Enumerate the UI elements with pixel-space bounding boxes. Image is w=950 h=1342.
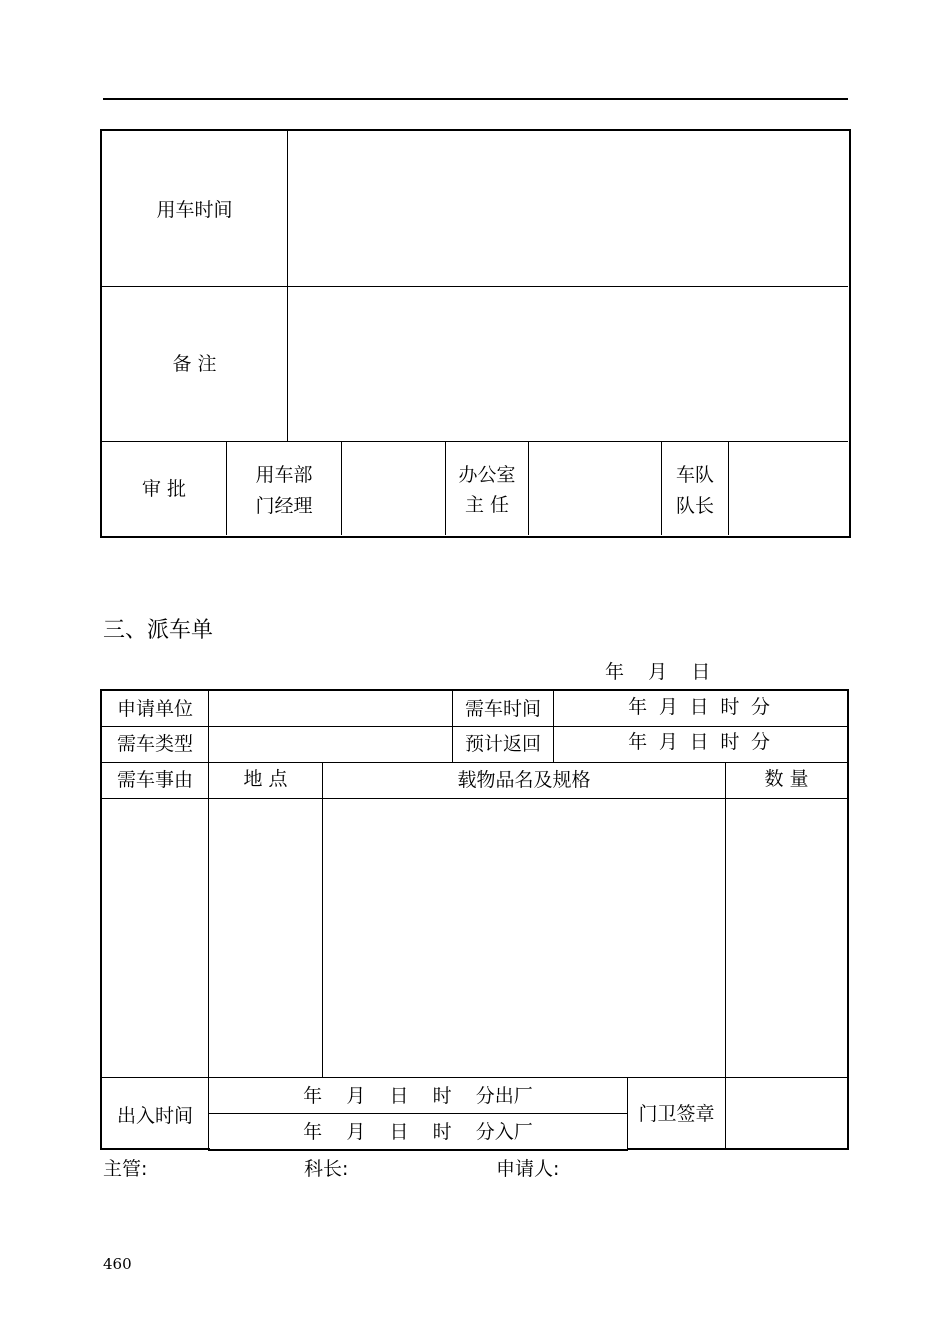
- dept-manager-label-line2: 门经理: [255, 495, 313, 517]
- dispatch-border-bottom-right: [627, 1148, 849, 1150]
- cargo-label: 载物品名及规格: [457, 769, 591, 791]
- approval-col-divider: [226, 441, 227, 535]
- use-time-value-cell[interactable]: [289, 131, 846, 285]
- remarks-value-cell[interactable]: [289, 288, 846, 440]
- applicant-unit-label: 申请单位: [116, 698, 193, 720]
- quantity-input[interactable]: [726, 799, 847, 1077]
- dispatch-date-line: 年 月 日: [605, 661, 711, 683]
- section-heading: 三、派车单: [103, 618, 214, 643]
- reason-input[interactable]: [102, 799, 208, 1077]
- location-input[interactable]: [209, 799, 322, 1077]
- applicant-label: 申请人:: [496, 1158, 560, 1180]
- office-director-label-line2: 主 任: [464, 494, 510, 516]
- approval-col-divider: [287, 130, 288, 441]
- supervisor-label: 主管:: [103, 1158, 148, 1180]
- dispatch-row-divider: [208, 1113, 628, 1114]
- vehicle-type-input[interactable]: [209, 727, 452, 762]
- approval-col-divider: [661, 441, 662, 535]
- fleet-captain-label-line1: 车队: [675, 464, 714, 486]
- dept-manager-sign-cell[interactable]: [342, 442, 445, 534]
- dispatch-border-bottom-mid: [208, 1149, 628, 1151]
- vehicle-type-label: 需车类型: [116, 733, 193, 755]
- gate-sign-cell[interactable]: [726, 1078, 847, 1148]
- in-out-time-label: 出入时间: [116, 1105, 193, 1127]
- exit-time-line[interactable]: 年 月 日 时 分出厂: [303, 1085, 533, 1107]
- gate-sign-label: 门卫签章: [638, 1103, 715, 1125]
- remarks-label: 备 注: [172, 353, 217, 375]
- dispatch-row-divider: [101, 762, 848, 763]
- use-time-label: 用车时间: [156, 199, 233, 221]
- office-director-label-line1: 办公室: [458, 464, 516, 486]
- section-chief-label: 科长:: [304, 1158, 349, 1180]
- approval-row-divider: [101, 286, 848, 287]
- required-time-value[interactable]: 年 月 日 时 分: [628, 696, 773, 718]
- approve-label: 审 批: [141, 478, 187, 500]
- applicant-unit-input[interactable]: [209, 691, 452, 726]
- reason-label: 需车事由: [116, 769, 193, 791]
- dispatch-border-bottom-left: [100, 1148, 210, 1150]
- entry-time-line[interactable]: 年 月 日 时 分入厂: [303, 1121, 533, 1143]
- dispatch-border-right: [847, 689, 849, 1150]
- quantity-label: 数 量: [764, 768, 809, 790]
- office-director-sign-cell[interactable]: [529, 442, 661, 534]
- fleet-captain-label-line2: 队长: [675, 495, 714, 517]
- dept-manager-label-line1: 用车部: [255, 464, 313, 486]
- expected-return-label: 预计返回: [464, 733, 541, 755]
- location-label: 地 点: [243, 768, 288, 790]
- cargo-input[interactable]: [323, 799, 725, 1077]
- fleet-captain-sign-cell[interactable]: [729, 442, 846, 534]
- required-time-label: 需车时间: [464, 698, 541, 720]
- expected-return-value[interactable]: 年 月 日 时 分: [628, 731, 773, 753]
- page-number: 460: [103, 1255, 132, 1273]
- header-rule: [103, 98, 848, 100]
- approval-col-divider: [445, 441, 446, 535]
